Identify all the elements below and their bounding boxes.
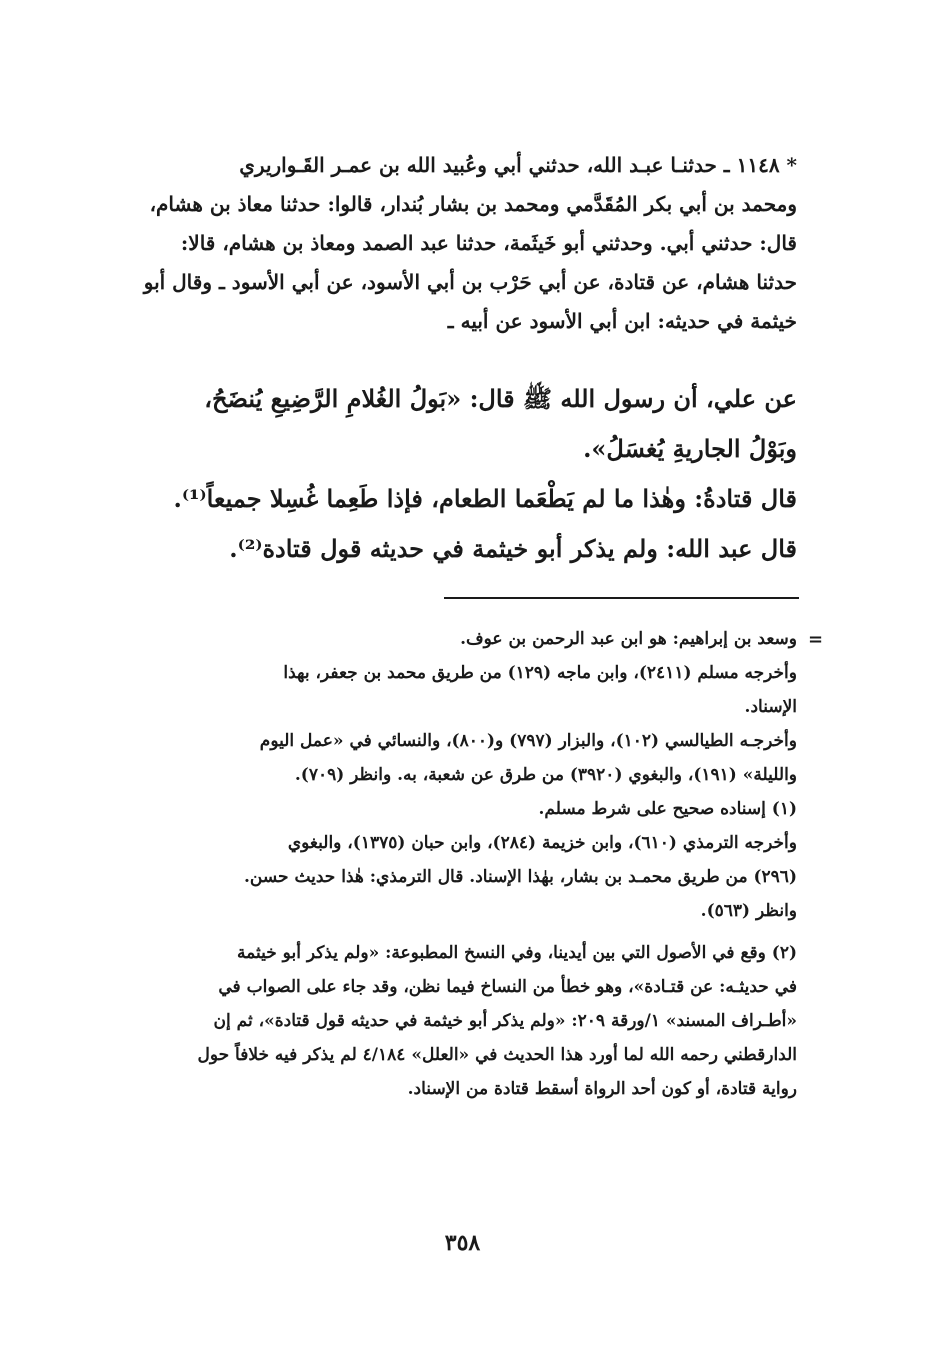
footnote-line: وسعد بن إبراهيم: هو ابن عبد الرحمن بن عوف. [460,629,797,649]
footnote-line: (٢) وقع في الأصول التي بين أيدينا، وفي النسخ المطبوعة: «ولم يذكر أبو خيثمة [237,943,797,963]
page-number: ٣٥٨ [444,1230,481,1256]
hadith-matn [98,374,797,574]
matn-line: عن علي، أن رسول الله ﷺ قال: «بَولُ الغُلامِ الرَّضِيعِ يُنضَحُ، [204,384,797,413]
footnote-line: وأخرجه الترمذي (٦١٠)، وابن خزيمة (٢٨٤)، وابن حبان (١٣٧٥)، والبغوي [287,833,797,853]
footnotes [98,622,797,1106]
isnad-line: قال: حدثني أبي. وحدثني أبو خَيثَمة، حدثنا عبد الصمد ومعاذ بن هشام، قالا: [180,231,797,255]
footnote-line: «أطـراف المسند» ١/ورقة ٢٠٩: «ولم يذكر أبو خيثمة في حديثه قول قتادة»، ثم إن [213,1011,797,1031]
isnad-line: حدثنا هشام، عن قتادة، عن أبي حَرْب بن أبي الأسود، عن أبي الأسود ـ وقال أبو [143,270,797,294]
continuation-mark: = [808,629,824,650]
isnad-line: ومحمد بن أبي بكر المُقَدَّمي ومحمد بن بشار بُندار، قالوا: حدثنا معاذ بن هشام، [149,192,797,216]
footnote-line: في حديثـه: عن قتـادة»، وهو خطأ من النساخ فيما نظن، وقد جاء على الصواب في [218,977,797,997]
footnote-divider [444,597,799,599]
isnad-line: خيثمة في حديثه: ابن أبي الأسود عن أبيه ـ [447,309,797,333]
matn-line: قال قتادةُ: وهٰذا ما لم يَطْعَما الطعام، فإذا طَعِما غُسِلا جميعاً⁽¹⁾. [173,484,797,513]
footnote-line: رواية قتادة، أو كون أحد الرواة أسقط قتادة من الإسناد. [407,1079,797,1099]
footnote-line: (١) إسناده صحيح على شرط مسلم. [538,799,797,819]
hadith-isnad [98,146,797,341]
footnote-line: الإسناد. [744,697,797,717]
footnote-line: وأخرجه مسلم (٢٤١١)، وابن ماجه (١٢٩) من طريق محمد بن جعفر، بهذا [283,663,797,683]
footnote-line: والليلة» (١٩١)، والبغوي (٣٩٢٠) من طرق عن شعبة، به. وانظر (٧٠٩). [294,765,797,785]
isnad-line: * ١١٤٨ ـ حدثنـا عبـد الله، حدثني أبي وعُبيد الله بن عمـر القَـواريري [239,153,797,177]
footnote-line: الدارقطني رحمه الله لما أورد هذا الحديث في «العلل» ٤/١٨٤ لم يذكر فيه خلافاً حول [197,1045,797,1065]
footnote-line: (٢٩٦) من طريق محمـد بن بشار، بهٰذا الإسناد. قال الترمذي: هٰذا حديث حسن. [244,867,797,887]
matn-line: قال عبد الله: ولم يذكر أبو خيثمة في حديثه قول قتادة⁽²⁾. [229,534,797,563]
matn-line: وبَوْلُ الجاريةِ يُغسَلُ». [583,434,797,463]
footnote-line: وأخرجـه الطيالسي (١٠٢)، والبزار (٧٩٧) و(٨٠٠)، والنسائي في «عمل اليوم [259,731,797,751]
footnote-line: وانظر (٥٦٣). [700,901,797,921]
